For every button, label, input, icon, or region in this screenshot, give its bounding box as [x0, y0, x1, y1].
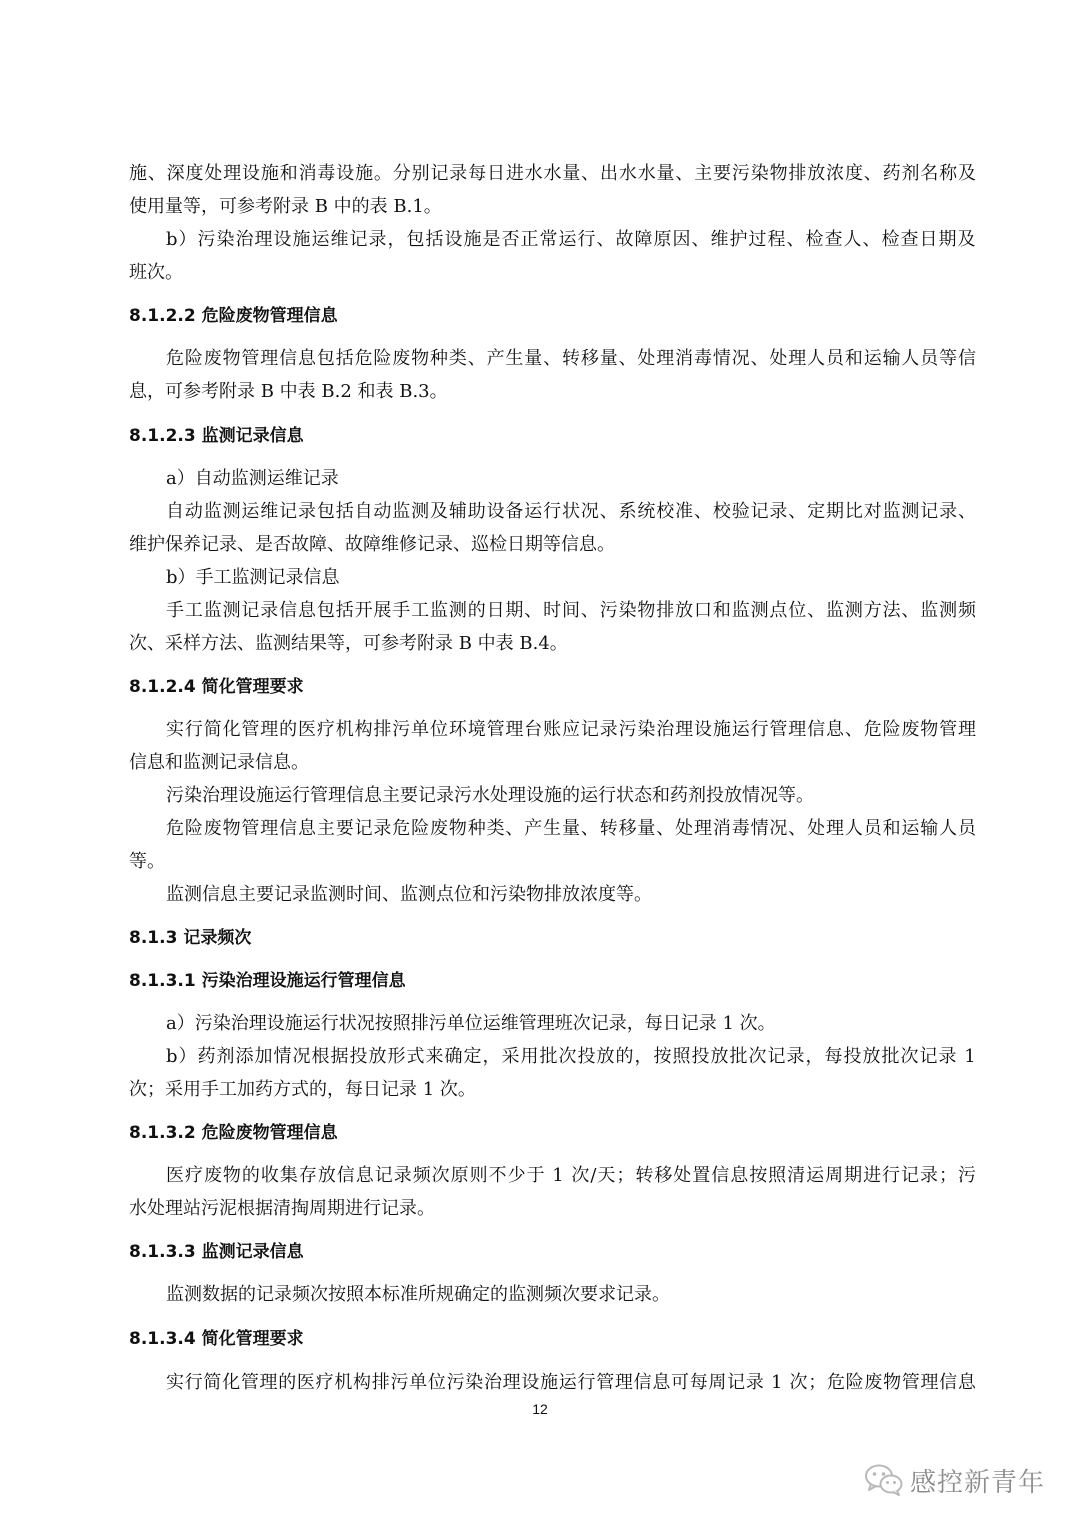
paragraph-line: 医疗废物的收集存放信息记录频次原则不少于 1 次/天；转移处置信息按照清运周期进行记录；污: [166, 1165, 977, 1186]
paragraph-line: 维护保养记录、是否故障、故障维修记录、巡检日期等信息。: [129, 534, 615, 555]
section-heading: 8.1.3.2 危险废物管理信息: [129, 1123, 338, 1143]
paragraph-line: 自动监测运维记录包括自动监测及辅助设备运行状况、系统校准、校验记录、定期比对监测记录、: [166, 501, 977, 522]
paragraph-line: 实行简化管理的医疗机构排污单位环境管理台账应记录污染治理设施运行管理信息、危险废物管理: [166, 719, 977, 740]
section-heading: 8.1.3.1 污染治理设施运行管理信息: [129, 971, 406, 991]
paragraph-line: b）污染治理设施运维记录，包括设施是否正常运行、故障原因、维护过程、检查人、检查日期及: [166, 229, 977, 250]
paragraph-line: 监测信息主要记录监测时间、监测点位和污染物排放浓度等。: [166, 884, 652, 905]
page-number: 12: [532, 1401, 548, 1417]
watermark: [864, 1463, 1045, 1497]
section-heading: 8.1.3.4 简化管理要求: [129, 1329, 304, 1349]
section-heading: 8.1.2.2 危险废物管理信息: [129, 306, 338, 326]
section-heading: 8.1.2.4 简化管理要求: [129, 677, 304, 697]
wechat-icon: [864, 1464, 904, 1496]
paragraph-line: 班次。: [129, 262, 183, 283]
paragraph-line: 施、深度处理设施和消毒设施。分别记录每日进水水量、出水水量、主要污染物排放浓度、药剂名称及: [129, 163, 977, 184]
paragraph-line: 监测数据的记录频次按照本标准所规确定的监测频次要求记录。: [166, 1284, 670, 1305]
paragraph-line: 污染治理设施运行管理信息主要记录污水处理设施的运行状态和药剂投放情况等。: [166, 785, 814, 806]
paragraph-line: 手工监测记录信息包括开展手工监测的日期、时间、污染物排放口和监测点位、监测方法、监测频: [166, 600, 977, 621]
paragraph-line: 次；采用手工加药方式的，每日记录 1 次。: [129, 1079, 476, 1100]
paragraph-line: b）手工监测记录信息: [166, 567, 340, 588]
paragraph-line: 息，可参考附录 B 中表 B.2 和表 B.3。: [129, 381, 448, 402]
paragraph-line: 使用量等，可参考附录 B 中的表 B.1。: [129, 196, 442, 217]
section-heading: 8.1.3.3 监测记录信息: [129, 1242, 304, 1262]
paragraph-line: 水处理站污泥根据清掏周期进行记录。: [129, 1198, 435, 1219]
paragraph-line: 实行简化管理的医疗机构排污单位污染治理设施运行管理信息可每周记录 1 次；危险废物管理信息: [166, 1372, 977, 1393]
paragraph-line: 次、采样方法、监测结果等，可参考附录 B 中表 B.4。: [129, 633, 568, 654]
paragraph-line: 信息和监测记录信息。: [129, 752, 309, 773]
section-heading: 8.1.3 记录频次: [129, 928, 252, 948]
paragraph-line: 危险废物管理信息包括危险废物种类、产生量、转移量、处理消毒情况、处理人员和运输人员等信: [166, 348, 977, 369]
paragraph-line: a）自动监测运维记录: [166, 468, 339, 489]
section-heading: 8.1.2.3 监测记录信息: [129, 426, 304, 446]
paragraph-line: a）污染治理设施运行状况按照排污单位运维管理班次记录，每日记录 1 次。: [166, 1013, 776, 1034]
paragraph-line: 危险废物管理信息主要记录危险废物种类、产生量、转移量、处理消毒情况、处理人员和运输人员: [166, 818, 977, 839]
paragraph-line: 等。: [129, 851, 165, 872]
paragraph-line: b）药剂添加情况根据投放形式来确定，采用批次投放的，按照投放批次记录，每投放批次记录 1: [166, 1046, 977, 1067]
watermark-text: 感控新青年: [910, 1467, 1046, 1498]
